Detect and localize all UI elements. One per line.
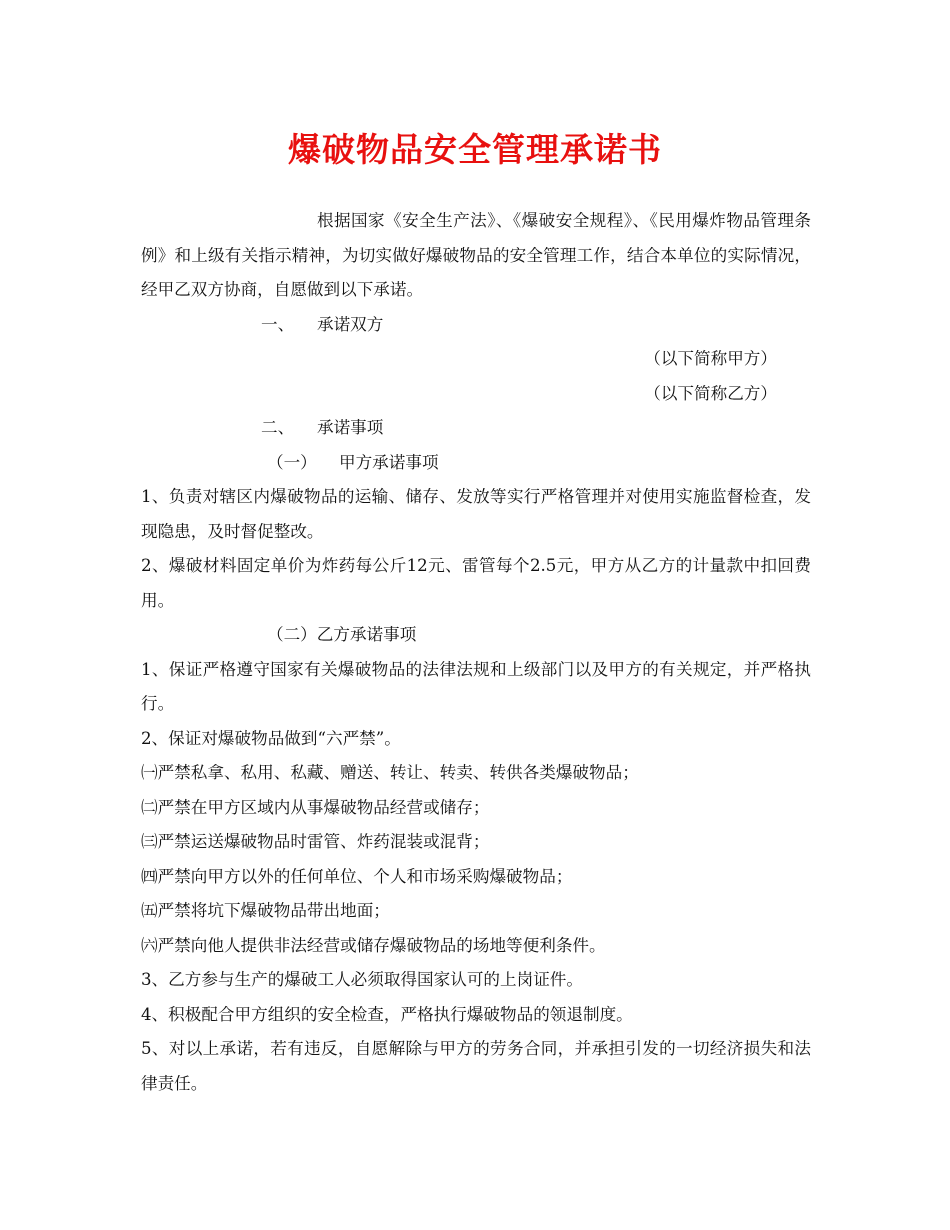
document-body bbox=[141, 204, 811, 1101]
party-a-item: 2、爆破材料固定单价为炸药每公斤12元、雷管每个2.5元，甲方从乙方的计量款中扣回费用。 bbox=[141, 556, 811, 610]
party-b-item: 3、乙方参与生产的爆破工人必须取得国家认可的上岗证件。 bbox=[141, 970, 583, 989]
section-number: 二、 bbox=[261, 418, 295, 437]
section-title: 承诺双方 bbox=[317, 314, 384, 334]
subsection-heading-party-a bbox=[141, 446, 811, 481]
intro-paragraph: 根据国家《安全生产法》、《爆破安全规程》、《民用爆炸物品管理条例》和上级有关指示精神，为切实做好爆破物品的安全管理工作，结合本单位的实际情况，经甲乙双方协商，自愿做到以下承诺。 bbox=[141, 211, 811, 299]
party-b-line: （以下简称乙方） bbox=[644, 383, 777, 403]
prohibition-item: ㈢严禁运送爆破物品时雷管、炸药混装或混背； bbox=[141, 832, 490, 851]
prohibition-item: ㈥严禁向他人提供非法经营或储存爆破物品的场地等便利条件。 bbox=[141, 935, 606, 955]
party-b-item: 2、保证对爆破物品做到“六严禁”。 bbox=[141, 728, 401, 748]
document-title: 爆破物品安全管理承诺书 bbox=[288, 130, 662, 169]
subsection-number: （一） bbox=[267, 452, 317, 472]
prohibition-item: ㈣严禁向甲方以外的任何单位、个人和市场采购爆破物品； bbox=[141, 866, 573, 886]
section-heading-commitments bbox=[141, 411, 811, 446]
prohibition-item: ㈠严禁私拿、私用、私藏、赠送、转让、转卖、转供各类爆破物品； bbox=[141, 763, 639, 782]
subsection-heading-party-b: （二）乙方承诺事项 bbox=[267, 625, 417, 644]
section-title: 承诺事项 bbox=[317, 418, 384, 437]
subsection-title: 甲方承诺事项 bbox=[339, 452, 439, 472]
party-a-line: （以下简称甲方） bbox=[644, 349, 777, 368]
section-heading-parties bbox=[141, 308, 811, 343]
section-number: 一、 bbox=[261, 314, 295, 334]
party-b-item: 1、保证严格遵守国家有关爆破物品的法律法规和上级部门以及甲方的有关规定，并严格执行。 bbox=[141, 659, 811, 713]
prohibition-item: ㈡严禁在甲方区域内从事爆破物品经营或储存； bbox=[141, 797, 490, 817]
party-a-item: 1、负责对辖区内爆破物品的运输、储存、发放等实行严格管理并对使用实施监督检查，发现隐患，及时督促整改。 bbox=[141, 487, 811, 541]
party-b-item: 4、积极配合甲方组织的安全检查，严格执行爆破物品的领退制度。 bbox=[141, 1004, 633, 1024]
prohibition-item: ㈤严禁将坑下爆破物品带出地面； bbox=[141, 901, 390, 920]
party-b-item: 5、对以上承诺，若有违反，自愿解除与甲方的劳务合同，并承担引发的一切经济损失和法律责任。 bbox=[141, 1039, 811, 1093]
